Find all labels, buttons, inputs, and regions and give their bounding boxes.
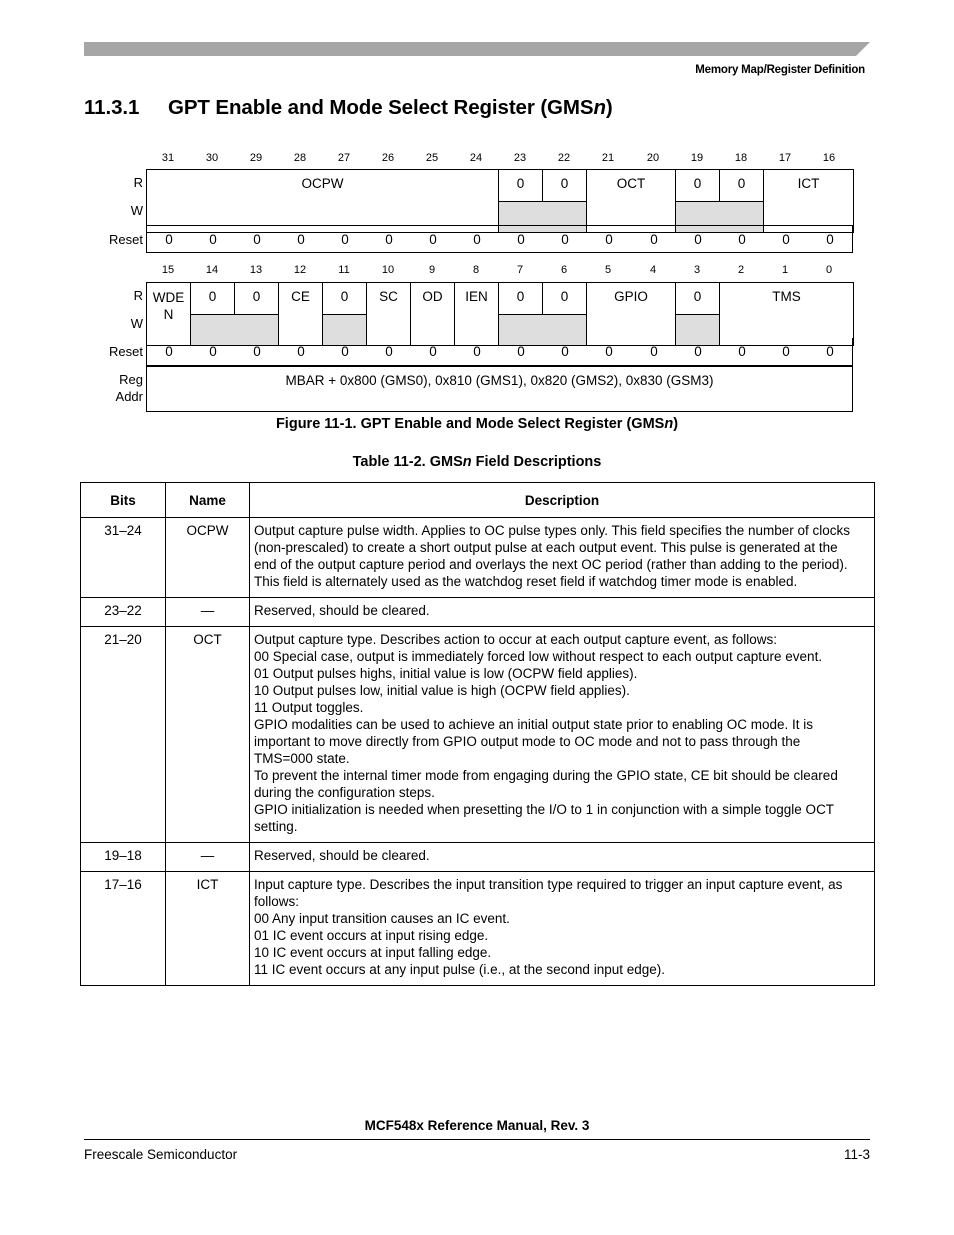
reset-value: 0 xyxy=(341,344,349,359)
field-wden xyxy=(147,283,191,346)
reset-value: 0 xyxy=(209,344,217,359)
desc-line: GPIO initialization is needed when presetting the I/O to 1 in conjunction with a simple toggle OCT xyxy=(254,802,835,817)
bit-number: 25 xyxy=(425,152,439,164)
desc-line: To prevent the internal timer mode from engaging during the GPIO state, CE bit should be cleared xyxy=(254,768,838,783)
reset-value: 0 xyxy=(517,344,525,359)
desc-line: important to move directly from GPIO output mode to OC mode and not to pass through the xyxy=(254,734,801,749)
table-caption-prefix: Table 11-2. GMS xyxy=(352,454,463,470)
reset-value: 0 xyxy=(561,232,569,247)
header-bits: Bits xyxy=(81,483,166,518)
bit-number: 3 xyxy=(693,264,701,276)
reset-value: 0 xyxy=(826,344,834,359)
desc-line: 00 Special case, output is immediately forced low without respect to each output capture event. xyxy=(254,649,823,664)
field-tms: TMS xyxy=(720,283,854,346)
bit-number: 26 xyxy=(381,152,395,164)
bit-number: 6 xyxy=(560,264,568,276)
bit-number: 2 xyxy=(737,264,745,276)
desc-line: 01 Output pulses highs, initial value is low (OCPW field applies). xyxy=(254,666,638,681)
cell-bits: 17–16 xyxy=(81,872,166,986)
bit-number: 22 xyxy=(557,152,571,164)
field-od: OD xyxy=(411,283,455,346)
desc-line: setting. xyxy=(254,819,298,834)
reset-value: 0 xyxy=(473,344,481,359)
field-bit-22: 0 xyxy=(543,170,587,202)
field-ce: CE xyxy=(279,283,323,346)
field-description-table xyxy=(80,482,875,986)
bit-number: 15 xyxy=(161,264,175,276)
reset-value: 0 xyxy=(385,344,393,359)
reset-value: 0 xyxy=(165,344,173,359)
bit-number: 20 xyxy=(646,152,660,164)
reset-value: 0 xyxy=(694,232,702,247)
table-row xyxy=(81,518,875,598)
reset-value: 0 xyxy=(782,344,790,359)
bit-number: 30 xyxy=(205,152,219,164)
table-caption-suffix: Field Descriptions xyxy=(471,454,602,470)
reset-value: 0 xyxy=(473,232,481,247)
cell-description xyxy=(250,627,875,843)
cell-description xyxy=(250,872,875,986)
reset-value: 0 xyxy=(605,232,613,247)
reset-value: 0 xyxy=(605,344,613,359)
cell-description xyxy=(250,518,875,598)
bit-number: 24 xyxy=(469,152,483,164)
bit-number: 10 xyxy=(381,264,395,276)
field-bit-13: 0 xyxy=(235,283,279,315)
row-label-r: R xyxy=(133,288,143,303)
reset-value: 0 xyxy=(297,232,305,247)
cell-name: ICT xyxy=(166,872,250,986)
cell-name: — xyxy=(166,843,250,872)
bit-number: 16 xyxy=(822,152,836,164)
header-description: Description xyxy=(250,483,875,518)
lower-reset-row xyxy=(146,338,853,366)
desc-line: Input capture type. Describes the input transition type required to trigger an input capture event, as xyxy=(254,877,843,892)
figure-caption xyxy=(0,416,954,432)
cell-description xyxy=(250,843,875,872)
reset-value: 0 xyxy=(253,232,261,247)
field-bit-7: 0 xyxy=(499,283,543,315)
bit-number: 31 xyxy=(161,152,175,164)
table-row xyxy=(81,872,875,986)
field-bit-11: 0 xyxy=(323,283,367,315)
cell-name: — xyxy=(166,598,250,627)
field-gpio: GPIO xyxy=(587,283,676,346)
bit-number: 1 xyxy=(781,264,789,276)
reset-value: 0 xyxy=(165,232,173,247)
reset-value: 0 xyxy=(738,344,746,359)
field-bit-6: 0 xyxy=(543,283,587,315)
reset-value: 0 xyxy=(253,344,261,359)
desc-line: GPIO modalities can be used to achieve an initial output state prior to enabling OC mode. It is xyxy=(254,717,814,732)
section-title-suffix: ) xyxy=(605,96,613,119)
cell-bits: 23–22 xyxy=(81,598,166,627)
running-head: Memory Map/Register Definition xyxy=(695,64,865,76)
section-title-italic: n xyxy=(593,96,606,119)
reset-value: 0 xyxy=(694,344,702,359)
field-wden-line1: WDE xyxy=(152,290,185,305)
reset-value: 0 xyxy=(429,344,437,359)
footer-rule xyxy=(84,1139,870,1140)
row-label-w: W xyxy=(130,316,143,331)
field-bit-3: 0 xyxy=(676,283,720,315)
table-caption xyxy=(0,454,954,470)
reset-value: 0 xyxy=(650,344,658,359)
row-label-r: R xyxy=(133,175,143,190)
header-name: Name xyxy=(166,483,250,518)
field-oct: OCT xyxy=(587,170,676,233)
desc-line: 11 IC event occurs at any input pulse (i.e., at the second input edge). xyxy=(254,962,665,977)
table-header-row xyxy=(81,483,875,518)
desc-line: This field is alternately used as the watchdog reset field if watchdog timer mode is enabled. xyxy=(254,574,798,589)
table-row xyxy=(81,627,875,843)
bit-number: 23 xyxy=(513,152,527,164)
bit-number: 19 xyxy=(690,152,704,164)
table-row xyxy=(81,598,875,627)
cell-bits: 19–18 xyxy=(81,843,166,872)
field-bit-14: 0 xyxy=(191,283,235,315)
reset-value: 0 xyxy=(738,232,746,247)
cell-name: OCT xyxy=(166,627,250,843)
desc-line: TMS=000 state. xyxy=(254,751,350,766)
header-bar xyxy=(84,42,870,56)
bit-number: 0 xyxy=(825,264,833,276)
bit-number: 21 xyxy=(601,152,615,164)
reset-value: 0 xyxy=(826,232,834,247)
cell-name: OCPW xyxy=(166,518,250,598)
bit-number: 4 xyxy=(649,264,657,276)
cell-bits: 31–24 xyxy=(81,518,166,598)
lower-field-grid xyxy=(146,282,854,346)
desc-line: Reserved, should be cleared. xyxy=(254,603,430,618)
desc-line: Output capture type. Describes action to occur at each output capture event, as follows: xyxy=(254,632,778,647)
desc-line: end of the output capture period and overlays the next OC period (rather than adding to the period). xyxy=(254,557,848,572)
reset-value: 0 xyxy=(209,232,217,247)
bit-number: 17 xyxy=(778,152,792,164)
field-sc: SC xyxy=(367,283,411,346)
desc-line: follows: xyxy=(254,894,300,909)
bit-number: 27 xyxy=(337,152,351,164)
desc-line: 10 Output pulses low, initial value is high (OCPW field applies). xyxy=(254,683,630,698)
reset-value: 0 xyxy=(297,344,305,359)
reset-value: 0 xyxy=(782,232,790,247)
upper-reset-row xyxy=(146,225,853,253)
desc-line: 11 Output toggles. xyxy=(254,700,364,715)
reset-value: 0 xyxy=(517,232,525,247)
reset-value: 0 xyxy=(341,232,349,247)
field-bit-19: 0 xyxy=(676,170,720,202)
table-caption-italic: n xyxy=(462,454,472,470)
desc-line: (non-prescaled) to create a short output pulse at each output event. This pulse is generated at the xyxy=(254,540,838,555)
upper-field-grid xyxy=(146,169,854,233)
section-title-prefix: GPT Enable and Mode Select Register (GMS xyxy=(168,96,594,119)
bit-number: 7 xyxy=(516,264,524,276)
section-title xyxy=(84,96,613,120)
row-label-addr: Addr xyxy=(115,389,143,404)
register-address-box xyxy=(146,366,853,412)
bit-number: 5 xyxy=(604,264,612,276)
bit-number: 12 xyxy=(293,264,307,276)
figure-caption-prefix: Figure 11-1. GPT Enable and Mode Select Register (GMS xyxy=(275,416,665,432)
section-number: 11.3.1 xyxy=(84,96,140,119)
page-number: 11-3 xyxy=(843,1147,870,1162)
footer-company: Freescale Semiconductor xyxy=(84,1147,238,1162)
field-wden-line2: N xyxy=(163,307,174,322)
desc-line: Reserved, should be cleared. xyxy=(254,848,430,863)
bit-number: 11 xyxy=(338,264,350,276)
desc-line: 10 IC event occurs at input falling edge. xyxy=(254,945,492,960)
register-address: MBAR + 0x800 (GMS0), 0x810 (GMS1), 0x820 (GMS2), 0x830 (GSM3) xyxy=(285,373,714,388)
footer-title: MCF548x Reference Manual, Rev. 3 xyxy=(364,1118,590,1133)
bit-number: 14 xyxy=(205,264,219,276)
field-bit-18: 0 xyxy=(720,170,764,202)
bit-number: 18 xyxy=(734,152,748,164)
desc-line: during the configuration steps. xyxy=(254,785,435,800)
cell-bits: 21–20 xyxy=(81,627,166,843)
row-label-reset: Reset xyxy=(109,232,143,247)
desc-line: 00 Any input transition causes an IC event. xyxy=(254,911,510,926)
row-label-reg: Reg xyxy=(119,372,143,387)
cell-description xyxy=(250,598,875,627)
desc-line: 01 IC event occurs at input rising edge. xyxy=(254,928,489,943)
table-row xyxy=(81,843,875,872)
figure-caption-suffix: ) xyxy=(673,416,679,432)
field-bit-23: 0 xyxy=(499,170,543,202)
desc-line: Output capture pulse width. Applies to OC pulse types only. This field specifies the number of clocks xyxy=(254,523,851,538)
bit-number: 29 xyxy=(249,152,263,164)
bit-number: 9 xyxy=(428,264,436,276)
bit-number: 8 xyxy=(472,264,480,276)
row-label-w: W xyxy=(130,203,143,218)
figure-caption-italic: n xyxy=(664,416,674,432)
row-label-reset: Reset xyxy=(109,344,143,359)
field-ocpw: OCPW xyxy=(147,170,499,233)
reset-value: 0 xyxy=(385,232,393,247)
reset-value: 0 xyxy=(429,232,437,247)
reset-value: 0 xyxy=(650,232,658,247)
reset-value: 0 xyxy=(561,344,569,359)
bit-number: 28 xyxy=(293,152,307,164)
field-ien: IEN xyxy=(455,283,499,346)
field-ict: ICT xyxy=(764,170,854,233)
bit-number: 13 xyxy=(249,264,263,276)
